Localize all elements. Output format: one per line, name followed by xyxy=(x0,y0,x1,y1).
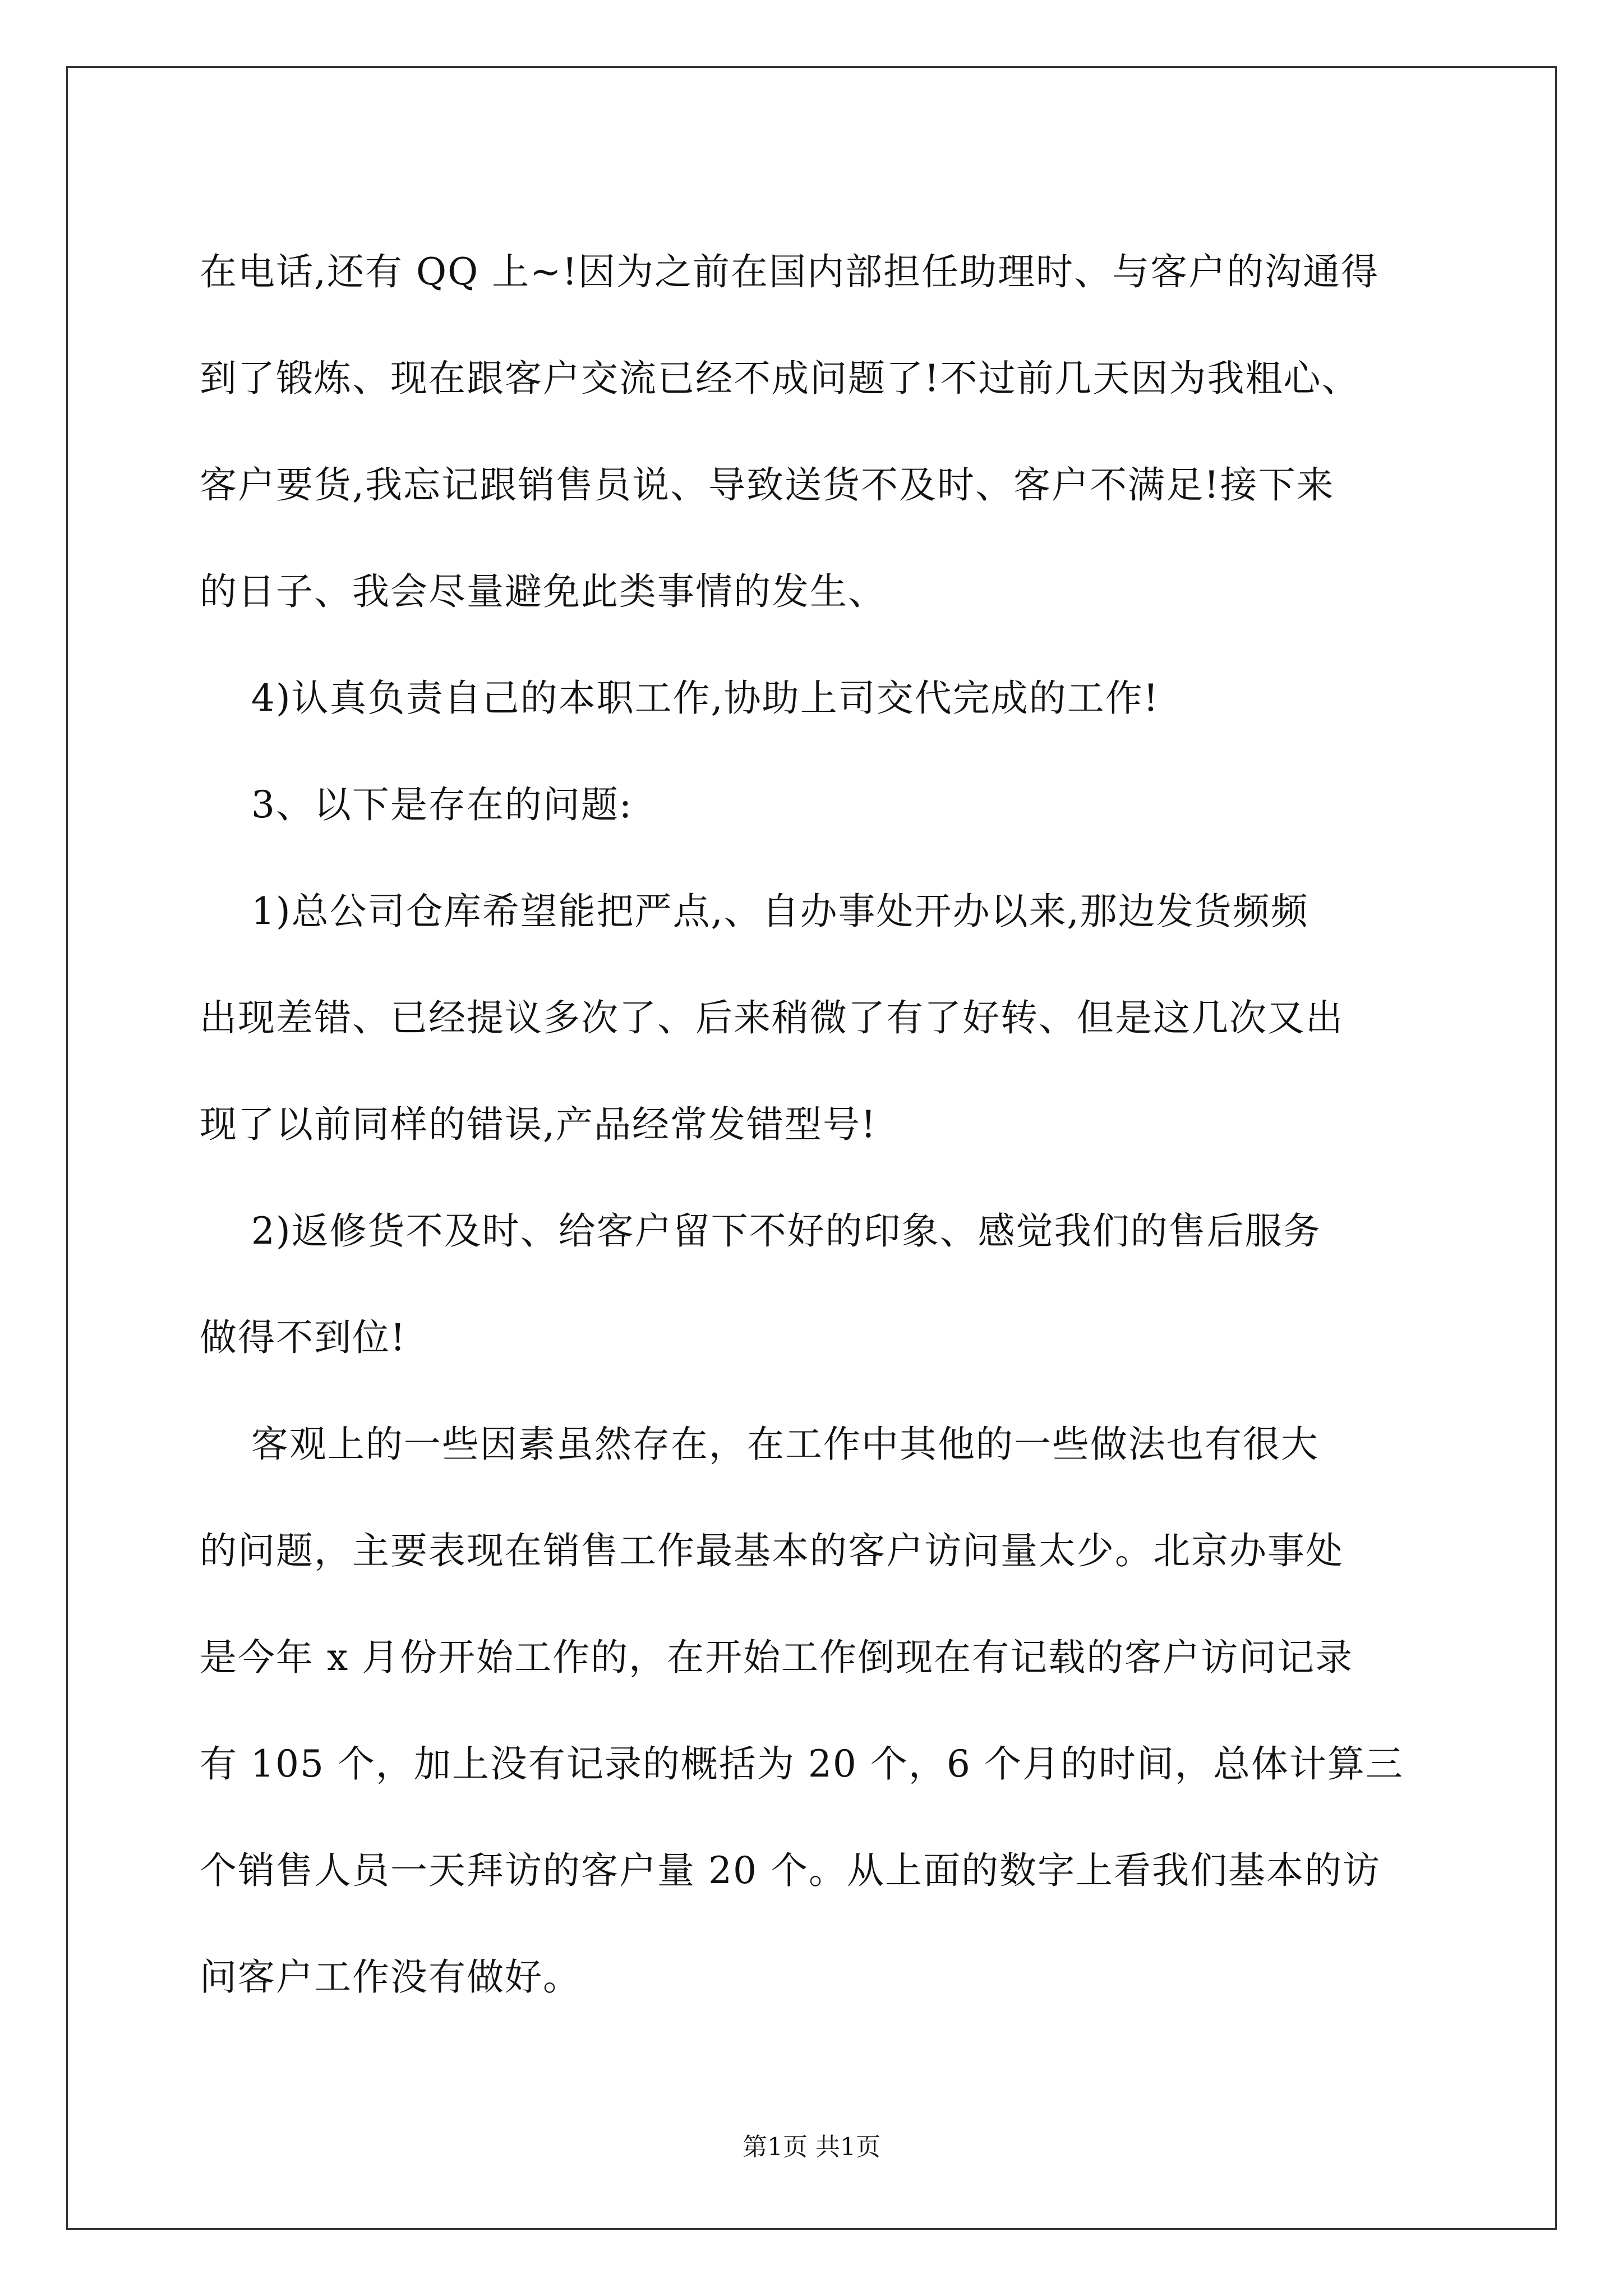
text-line: 做得不到位! xyxy=(200,1316,407,1359)
text-line: 出现差错、已经提议多次了、后来稍微了有了好转、但是这几次又出 xyxy=(200,996,1344,1039)
text-line: 1)总公司仓库希望能把严点,、自办事处开办以来,那边发货频频 xyxy=(200,890,1309,933)
text-line: 客户要货,我忘记跟销售员说、导致送货不及时、客户不满足!接下来 xyxy=(200,463,1335,507)
text-line: 客观上的一些因素虽然存在，在工作中其他的一些做法也有很大 xyxy=(200,1423,1319,1466)
text-line: 4)认真负责自己的本职工作,协助上司交代完成的工作! xyxy=(200,677,1160,720)
text-line: 在电话,还有 QQ 上~!因为之前在国内部担任助理时、与客户的沟通得 xyxy=(200,250,1379,293)
text-line: 到了锻炼、现在跟客户交流已经不成问题了!不过前几天因为我粗心、 xyxy=(200,357,1360,400)
document-body xyxy=(200,219,1484,2031)
text-line: 现了以前同样的错误,产品经常发错型号! xyxy=(200,1103,877,1146)
text-line: 的日子、我会尽量避免此类事情的发生、 xyxy=(200,570,886,613)
text-line: 个销售人员一天拜访的客户量 20 个。从上面的数字上看我们基本的访 xyxy=(200,1849,1381,1892)
page-footer: 第1页 共1页 xyxy=(743,2133,880,2161)
text-line: 3、以下是存在的问题: xyxy=(200,783,633,826)
text-line: 问客户工作没有做好。 xyxy=(200,1955,581,1999)
text-line: 有 105 个，加上没有记录的概括为 20 个，6 个月的时间，总体计算三 xyxy=(200,1742,1404,1786)
text-line: 2)返修货不及时、给客户留下不好的印象、感觉我们的售后服务 xyxy=(200,1209,1321,1253)
text-line: 的问题，主要表现在销售工作最基本的客户访问量太少。北京办事处 xyxy=(200,1529,1344,1572)
text-line: 是今年 x 月份开始工作的，在开始工作倒现在有记载的客户访问记录 xyxy=(200,1636,1354,1679)
